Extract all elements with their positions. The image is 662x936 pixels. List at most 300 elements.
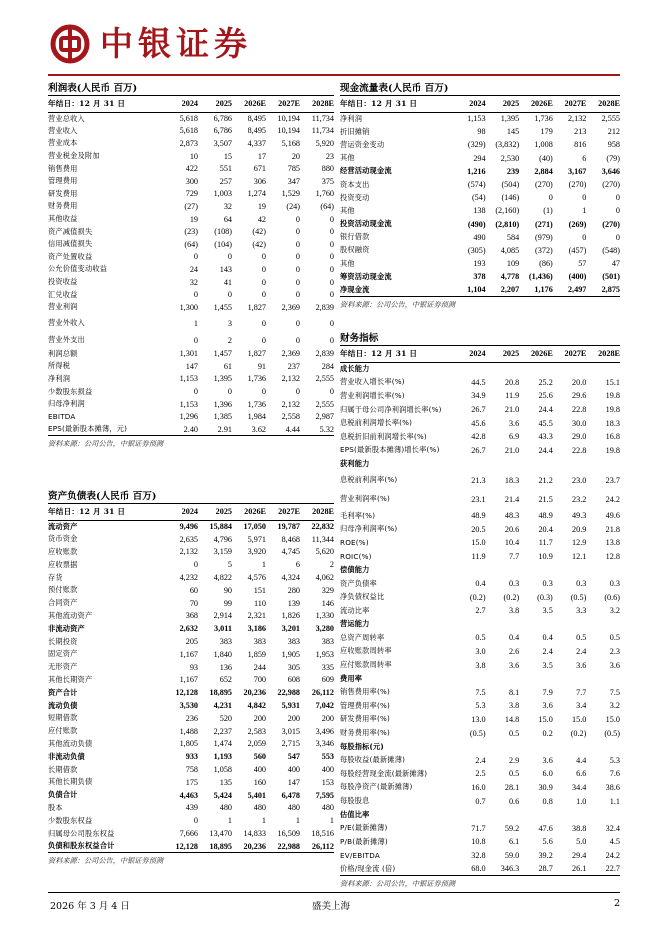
cell-value: 12.1 — [572, 551, 587, 561]
row-label: 息税前利润增长率(%) — [340, 418, 413, 428]
cell-value: 375 — [321, 176, 334, 186]
cell-value: 3,186 — [247, 624, 266, 634]
cell-value: (1,436) — [528, 272, 553, 282]
cell-value: 29.4 — [572, 850, 587, 860]
row-label: 每股净资产(最新摊薄) — [340, 782, 413, 792]
cell-value: 383 — [321, 637, 334, 647]
cell-value: 422 — [185, 164, 198, 174]
cell-value: 32.8 — [471, 850, 486, 860]
row-label: 销售费用率(%) — [340, 687, 390, 697]
cell-value: 0 — [193, 560, 198, 570]
cell-value: (42) — [252, 239, 266, 249]
income-statement-title: 利润表(人民币 百万) — [48, 82, 334, 96]
cell-value: 200 — [287, 713, 300, 723]
cell-value: 22,832 — [311, 522, 334, 532]
table-row — [340, 204, 620, 217]
row-label: 流动负债 — [48, 700, 78, 710]
cell-value: 11,734 — [311, 114, 334, 124]
cell-value: (271) — [535, 219, 553, 229]
cell-value: 1,301 — [179, 349, 198, 359]
cash-flow-title: 现金流量表(人民币 百万) — [340, 82, 620, 96]
cell-value: 20.8 — [504, 377, 520, 387]
cell-value: 1,274 — [247, 189, 266, 199]
row-label: 营业收入增长率(%) — [340, 377, 405, 387]
table-row — [340, 781, 620, 795]
cell-value: 18,516 — [311, 829, 334, 839]
row-label: 投资收益 — [48, 277, 78, 287]
row-label: 股本 — [48, 802, 63, 812]
cell-value: 2,132 — [179, 547, 198, 557]
cell-value: 2,873 — [179, 138, 198, 148]
cell-value: 136 — [219, 662, 232, 672]
cell-value: (40) — [539, 153, 553, 163]
cell-value: 2.5 — [475, 769, 486, 779]
cell-value: (270) — [568, 180, 587, 190]
cell-value: 1,167 — [179, 649, 198, 659]
cell-value: 3.4 — [576, 701, 587, 711]
row-label: 信用减值损失 — [48, 239, 93, 249]
row-label: 每股指标(元) — [340, 741, 384, 751]
cell-value: 3.5 — [542, 660, 553, 670]
row-label: 投资变动 — [340, 192, 370, 202]
row-label: 流动资产 — [48, 521, 78, 531]
cell-value: 0 — [329, 252, 334, 262]
cell-value: 13.8 — [605, 538, 620, 548]
cell-value: 4,085 — [500, 245, 520, 255]
table-row — [340, 767, 620, 781]
table-row — [340, 536, 620, 550]
table-row — [340, 138, 620, 151]
cell-value — [486, 618, 520, 632]
cell-value: 3,015 — [281, 726, 300, 736]
table-row — [48, 263, 334, 276]
cell-value: 71.7 — [471, 823, 486, 833]
cell-value: 2,632 — [179, 624, 198, 634]
row-label: EPS(最新股本摊薄，元) — [48, 423, 164, 436]
cell-value: 284 — [321, 361, 334, 371]
cell-value: 1.1 — [609, 796, 620, 806]
cell-value: 1,216 — [467, 166, 486, 176]
cell-value: 244 — [253, 662, 266, 672]
cell-value: 4,778 — [500, 272, 520, 282]
table-row — [48, 360, 334, 373]
cell-value: 0 — [295, 227, 300, 237]
cell-value — [519, 672, 553, 686]
cell-value — [586, 672, 620, 686]
cell-value: 57 — [578, 259, 587, 269]
financial-ratios-source: 资料来源：公司公告，中银证券预测 — [340, 879, 456, 889]
cell-value: 13.0 — [471, 714, 486, 724]
cell-value: 1,003 — [213, 189, 232, 199]
cell-value: 1,167 — [179, 675, 198, 685]
cell-value: 1,953 — [315, 649, 334, 659]
cell-value: 24.4 — [538, 445, 553, 455]
cell-value: (2,160) — [495, 206, 520, 216]
balance-sheet-title: 资产负债表(人民币 百万) — [48, 490, 334, 504]
cell-value: 329 — [321, 585, 334, 595]
table-row — [340, 753, 620, 767]
table-row — [48, 288, 334, 301]
row-label: 每股股息 — [340, 796, 370, 806]
cell-value: 5.3 — [475, 701, 486, 711]
balance-sheet-source: 资料来源：公司公告，中银证券预测 — [48, 856, 164, 866]
cell-value: 0.5 — [609, 633, 620, 643]
cell-value: 12.8 — [605, 551, 620, 561]
cell-value: 1,984 — [247, 412, 266, 422]
cell-value: 1,455 — [213, 302, 232, 312]
cell-value: 400 — [287, 765, 300, 775]
cell-value: 551 — [219, 164, 232, 174]
cell-value: 21.3 — [471, 475, 486, 485]
cell-value: 0 — [329, 387, 334, 397]
table-row — [340, 821, 620, 835]
cell-value: 2,555 — [315, 374, 334, 384]
row-label: 归属于母公司净利润增长率(%) — [340, 404, 442, 414]
header-year: 2028E — [586, 346, 620, 362]
cell-value: (108) — [214, 227, 232, 237]
cell-value: 109 — [506, 259, 520, 269]
cell-value: 0 — [295, 264, 300, 274]
cell-value: 0 — [615, 193, 620, 203]
table-row — [48, 200, 334, 213]
cell-value: 43.3 — [538, 432, 553, 442]
row-label: 管理费用率(%) — [340, 700, 390, 710]
cell-value: 11.9 — [505, 391, 520, 401]
cell-value: 3.8 — [475, 660, 486, 670]
cell-value: 1 — [227, 816, 232, 826]
cell-value: 47 — [611, 259, 620, 269]
cell-value: 2.7 — [475, 606, 486, 616]
cell-value: 490 — [473, 232, 486, 242]
header-year: 2027E — [266, 504, 300, 520]
cell-value: 32.4 — [605, 823, 620, 833]
table-row — [340, 590, 620, 604]
cell-value: 3,646 — [601, 166, 620, 176]
table-row — [340, 165, 620, 178]
table-row — [48, 763, 334, 776]
row-label: 研发费用率(%) — [340, 714, 390, 724]
table-row — [340, 740, 620, 754]
cell-value: 5,931 — [281, 701, 300, 711]
cell-value: 608 — [287, 675, 300, 685]
row-label: 无形资产 — [48, 662, 78, 672]
cell-value: 6.6 — [576, 769, 587, 779]
cell-value: 22.8 — [572, 445, 587, 455]
row-label: 资产处置收益 — [48, 251, 93, 261]
cell-value: (0.5) — [570, 592, 587, 602]
cell-value: (400) — [568, 272, 587, 282]
cell-value — [519, 362, 553, 376]
cell-value — [486, 808, 520, 822]
row-label: 资产减值损失 — [48, 226, 93, 236]
table-row — [340, 112, 620, 125]
table-row — [340, 283, 620, 296]
row-label: 营业利润率(%) — [340, 494, 390, 504]
cell-value: 5,618 — [179, 126, 198, 136]
cell-value: (0.2) — [570, 728, 587, 738]
cell-value: 18.3 — [605, 418, 620, 428]
table-row — [48, 348, 334, 361]
cell-value: 4,324 — [281, 573, 300, 583]
cell-value: 1,760 — [315, 189, 334, 199]
cell-value: 652 — [219, 675, 232, 685]
table-row — [48, 776, 334, 789]
cell-value: 42.8 — [471, 432, 486, 442]
cell-value: 3.6 — [542, 755, 553, 765]
cell-value: 21.8 — [605, 524, 620, 534]
cell-value: 16.8 — [605, 432, 620, 442]
cell-value: 3,011 — [214, 624, 232, 634]
row-label: 管理费用 — [48, 176, 78, 186]
table-row — [340, 270, 620, 283]
balance-sheet-panel — [48, 490, 334, 866]
cell-value: 2.9 — [508, 755, 520, 765]
cell-value: 378 — [473, 272, 486, 282]
cell-value: 4.44 — [266, 423, 300, 436]
header-year: 2025 — [198, 96, 232, 112]
row-label: 净利润 — [340, 113, 363, 123]
cell-value: 3.8 — [508, 606, 520, 616]
cell-value: 5 — [227, 560, 232, 570]
cell-value: 25.2 — [538, 377, 553, 387]
table-row — [48, 150, 334, 163]
cell-value: 1,840 — [213, 649, 232, 659]
cell-value: 21.0 — [504, 405, 520, 415]
cell-value: 24.2 — [605, 850, 620, 860]
table-row — [340, 604, 620, 618]
cell-value: (24) — [286, 201, 300, 211]
row-label: 财务费用 — [48, 201, 78, 211]
cell-value: 335 — [321, 662, 334, 672]
table-row — [340, 550, 620, 564]
cell-value — [486, 362, 520, 376]
cell-value: 8.1 — [508, 687, 520, 697]
cell-value: 0.7 — [475, 796, 486, 806]
row-label: EPS(最新股本摊薄)增长率(%) — [340, 445, 440, 455]
cell-value: 3,167 — [567, 166, 587, 176]
row-label: 费用率 — [340, 673, 363, 683]
cell-value: 47.6 — [538, 823, 553, 833]
cell-value: 12,128 — [175, 688, 198, 698]
cell-value: 0 — [329, 214, 334, 224]
row-label: 净利润 — [48, 373, 71, 383]
cell-value: 1,153 — [179, 374, 198, 384]
row-label: 归母净利润率(%) — [340, 524, 398, 534]
cell-value — [519, 457, 553, 471]
row-label: 筹资活动现金流 — [340, 271, 392, 281]
cell-value: 6.0 — [542, 769, 553, 779]
cell-value: (548) — [602, 245, 620, 255]
cell-value: 59.0 — [504, 850, 520, 860]
cell-value: (457) — [568, 245, 587, 255]
cell-value: 7.5 — [609, 687, 620, 697]
cell-value: 2.40 — [164, 423, 198, 436]
cell-value: 1,529 — [281, 189, 300, 199]
table-row — [48, 314, 334, 333]
cell-value: 4,463 — [179, 790, 198, 800]
cell-value: 958 — [607, 140, 620, 150]
cell-value: 0 — [261, 387, 266, 397]
table-row — [340, 563, 620, 577]
cell-value: 16.0 — [471, 782, 486, 792]
cell-value: 0 — [329, 239, 334, 249]
cell-value: 1,905 — [281, 649, 300, 659]
table-row — [340, 618, 620, 632]
cell-value: 0 — [193, 816, 198, 826]
cell-value: (104) — [214, 239, 232, 249]
header-year: 2026E — [519, 96, 553, 112]
cash-flow-table — [340, 96, 620, 297]
cell-value: 24.4 — [538, 405, 553, 415]
cell-value: 1,827 — [247, 349, 266, 359]
cell-value: 5,920 — [315, 138, 334, 148]
cell-value — [586, 457, 620, 471]
cell-value: (23) — [184, 227, 198, 237]
cell-value — [486, 563, 520, 577]
table-row — [48, 789, 334, 802]
cell-value: 12.9 — [572, 538, 587, 548]
brand-name: 中银证券 — [100, 24, 252, 63]
cell-value: 23.2 — [572, 494, 587, 504]
row-label: 毛利率(%) — [340, 510, 376, 520]
cell-value: 20,236 — [232, 840, 266, 853]
cell-value: 0 — [329, 318, 334, 328]
cell-value: 5,618 — [179, 114, 198, 124]
table-row — [340, 808, 620, 822]
table-row — [48, 622, 334, 635]
cell-value: 0 — [329, 290, 334, 300]
cell-value: 239 — [506, 166, 520, 176]
cell-value: 480 — [287, 803, 300, 813]
cell-value: 2,530 — [500, 153, 520, 163]
cell-value: 15.0 — [471, 538, 486, 548]
cell-value: 1,805 — [179, 739, 198, 749]
cell-value: 5,971 — [247, 534, 266, 544]
row-label: 少数股东损益 — [48, 386, 93, 396]
cell-value: 38.6 — [605, 782, 620, 792]
table-row — [340, 444, 620, 458]
cell-value: 0 — [193, 290, 198, 300]
table-row — [340, 244, 620, 257]
cell-value: 0 — [193, 387, 198, 397]
row-label: 营业外支出 — [48, 335, 85, 344]
cell-value: 19.8 — [605, 405, 620, 415]
row-label: 少数股东权益 — [48, 815, 93, 825]
row-label: 财务费用率(%) — [340, 728, 390, 738]
cell-value: 7,595 — [315, 790, 334, 800]
row-label: 利润总额 — [48, 348, 78, 358]
row-label: 应付账款周转率 — [340, 660, 392, 670]
cell-value: 7.7 — [508, 551, 520, 561]
cell-value: 1,395 — [213, 374, 232, 384]
cell-value: 4,842 — [247, 701, 266, 711]
cell-value: 7.7 — [576, 687, 587, 697]
row-label: 其他长期资产 — [48, 674, 93, 684]
cell-value: 6.1 — [508, 837, 520, 847]
table-row — [48, 188, 334, 201]
cell-value: 4,232 — [179, 573, 198, 583]
cell-value — [553, 808, 587, 822]
cell-value: 5,401 — [247, 790, 266, 800]
row-label: 应收账款 — [48, 546, 78, 556]
cell-value — [452, 740, 486, 754]
table-header-row — [48, 96, 334, 112]
bank-of-china-icon — [50, 24, 90, 64]
row-label: 负债合计 — [48, 790, 78, 800]
cell-value — [452, 672, 486, 686]
cell-value: 39.2 — [538, 850, 553, 860]
cell-value: 68.0 — [452, 862, 486, 876]
cell-value: (1) — [543, 206, 553, 216]
cell-value: 21.5 — [538, 494, 553, 504]
cell-value: 1,457 — [213, 349, 232, 359]
row-label: 短期借款 — [48, 713, 78, 723]
cell-value: 175 — [185, 777, 198, 787]
cell-value: 179 — [540, 127, 553, 137]
table-row — [48, 125, 334, 138]
row-label: 经营活动现金流 — [340, 166, 392, 176]
cell-value: 2,237 — [213, 726, 232, 736]
cell-value: 90 — [223, 585, 232, 595]
table-row — [340, 471, 620, 490]
cell-value: 1,736 — [247, 399, 266, 409]
cell-value: 151 — [253, 585, 266, 595]
cell-value: (27) — [184, 201, 198, 211]
cell-value: 20.5 — [471, 524, 486, 534]
row-label: 营业收入 — [48, 125, 78, 135]
cell-value: 18,895 — [198, 840, 232, 853]
cell-value: 11,344 — [311, 534, 334, 544]
cell-value: 1,385 — [213, 412, 232, 422]
cell-value: 5.0 — [576, 837, 587, 847]
cell-value: 20.9 — [572, 524, 587, 534]
cell-value: 816 — [574, 140, 587, 150]
cell-value: 20.0 — [572, 377, 587, 387]
cell-value: 10,194 — [277, 126, 300, 136]
cell-value: 59.2 — [504, 823, 520, 833]
table-row — [340, 849, 620, 863]
cell-value: 193 — [473, 259, 486, 269]
cell-value: 383 — [253, 637, 266, 647]
row-label: 其他 — [340, 258, 355, 268]
cell-value: 6,786 — [213, 114, 232, 124]
financial-ratios-panel — [340, 332, 620, 889]
cell-value: 4,822 — [213, 573, 232, 583]
cell-value: 143 — [219, 264, 232, 274]
table-row — [48, 276, 334, 289]
row-label: 流动比率 — [340, 605, 370, 615]
table-row — [48, 712, 334, 725]
cell-value: 20.6 — [504, 524, 520, 534]
header-year: 2028E — [300, 96, 334, 112]
table-row — [340, 685, 620, 699]
income-statement-table — [48, 96, 334, 436]
cell-value — [452, 457, 486, 471]
cell-value: 15.0 — [572, 714, 587, 724]
cell-value: (372) — [535, 245, 553, 255]
row-label: 营运资金变动 — [340, 139, 385, 149]
cell-value: 11,734 — [311, 126, 334, 136]
row-label: 营业利润 — [48, 302, 78, 312]
cell-value: 60 — [189, 585, 198, 595]
cell-value: 6.9 — [508, 432, 520, 442]
cell-value: 135 — [219, 777, 232, 787]
cell-value: 5,424 — [213, 790, 232, 800]
cell-value: 44.5 — [471, 377, 486, 387]
cell-value: 28.7 — [519, 862, 553, 876]
cell-value: 346.3 — [486, 862, 520, 876]
cell-value: 758 — [185, 765, 198, 775]
